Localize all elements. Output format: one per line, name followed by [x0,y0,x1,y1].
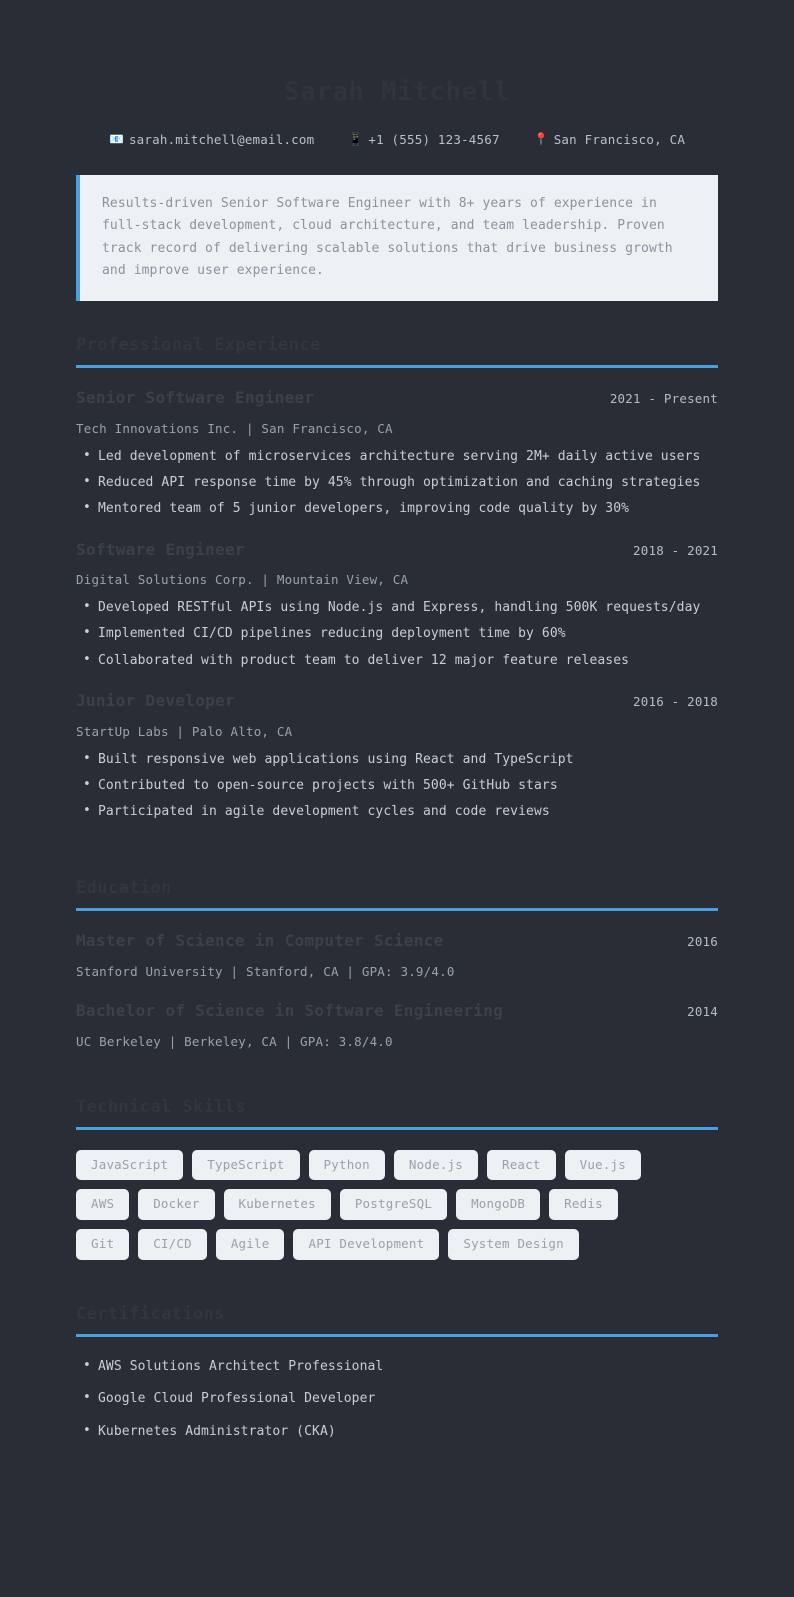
experience-entry-head [76,540,718,561]
job-bullet: • Implemented CI/CD pipelines reducing deployment time by 60% [76,624,718,644]
skill-tag: Python [309,1150,385,1181]
skill-tag: React [487,1150,556,1181]
location-pin-icon: 📍 [533,132,549,147]
contact-phone-text: +1 (555) 123-4567 [368,131,500,147]
skill-tag: System Design [448,1229,578,1260]
section-title-education: Education [76,877,172,898]
section-title-experience: Professional Experience [76,335,321,356]
resume-header [0,0,794,147]
skill-tag: Node.js [394,1150,478,1181]
section-experience [0,301,794,822]
degree-school: Stanford University | Stanford, CA | GPA: 3.9/4.0 [76,963,455,979]
contact-location-text: San Francisco, CA [553,131,686,147]
skill-tag: MongoDB [456,1189,540,1220]
experience-entry [76,540,718,671]
certification-item: • AWS Solutions Architect Professional [76,1357,718,1377]
education-entry [76,931,718,979]
skill-tag: Docker [138,1189,214,1220]
section-divider-experience [76,365,718,368]
section-education [0,822,794,1049]
skill-row [76,1189,718,1220]
job-bullet: • Participated in agile development cycles and code reviews [76,802,718,822]
summary-text: Results-driven Senior Software Engineer with 8+ years of experience in full-stack development, cloud architecture, and team leadership. Proven track record of delivering scalable solutions that drive business growth and improve user experience. [76,175,718,301]
section-divider-education [76,908,718,911]
degree-date: 2016 [687,933,718,949]
degree-title: Bachelor of Science in Software Engineering [76,1000,504,1020]
degree-school: UC Berkeley | Berkeley, CA | GPA: 3.8/4.0 [76,1033,393,1049]
job-bullet: • Reduced API response time by 45% through optimization and caching strategies [76,473,718,493]
section-certifications [0,1260,794,1442]
section-skills [0,1049,794,1260]
job-bullet: • Built responsive web applications using React and TypeScript [76,750,718,770]
candidate-name: Sarah Mitchell [283,77,511,107]
job-bullet: • Collaborated with product team to deliver 12 major feature releases [76,651,718,671]
experience-entry-head [76,388,718,409]
skill-tag: Kubernetes [224,1189,331,1220]
skill-row [76,1229,718,1260]
section-divider-certifications [76,1334,718,1337]
contact-row [76,132,718,147]
contact-location [534,132,685,147]
job-bullet: • Led development of microservices architecture serving 2M+ daily active users [76,447,718,467]
degree-date: 2014 [687,1003,718,1019]
degree-title: Master of Science in Computer Science [76,930,444,950]
job-date: 2021 - Present [609,391,718,407]
job-bullet: • Contributed to open-source projects with 500+ GitHub stars [76,776,718,796]
email-icon: 📧 [108,132,125,147]
contact-email[interactable] [109,132,314,147]
certification-item: • Google Cloud Professional Developer [76,1389,718,1409]
section-title-skills: Technical Skills [76,1096,247,1117]
job-date: 2016 - 2018 [633,693,718,709]
skill-tag: Redis [549,1189,618,1220]
skill-tag: Vue.js [565,1150,641,1181]
job-bullet: • Mentored team of 5 junior developers, improving code quality by 30% [76,499,718,519]
job-company: Tech Innovations Inc. | San Francisco, CA [76,421,393,437]
job-company: Digital Solutions Corp. | Mountain View, CA [76,572,409,588]
job-title: Senior Software Engineer [76,388,315,408]
experience-entry [76,691,718,822]
job-date: 2018 - 2021 [633,542,718,558]
skill-tag: API Development [293,1229,439,1260]
job-title: Junior Developer [76,690,235,710]
skill-tag: PostgreSQL [340,1189,447,1220]
skill-tag: TypeScript [192,1150,299,1181]
section-divider-skills [76,1127,718,1130]
education-entry-head [76,931,718,952]
job-bullets [76,447,718,519]
experience-entry [76,388,718,519]
job-bullets [76,750,718,822]
experience-entry-head [76,691,718,712]
skill-row [76,1150,718,1181]
education-entry-head [76,1001,718,1022]
contact-phone[interactable] [348,132,499,147]
skill-tag: JavaScript [76,1150,183,1181]
summary-section [0,147,794,301]
job-bullets [76,598,718,670]
skill-tag: CI/CD [138,1229,207,1260]
contact-email-text: sarah.mitchell@email.com [128,131,315,147]
skill-tag-grid [76,1150,718,1260]
job-company: StartUp Labs | Palo Alto, CA [76,723,293,739]
certification-item: • Kubernetes Administrator (CKA) [76,1422,718,1442]
page-bottom-spacer [0,1454,794,1544]
certification-list [76,1357,718,1442]
skill-tag: Git [76,1229,129,1260]
phone-icon: 📱 [348,132,364,147]
education-entry [76,1001,718,1049]
job-title: Software Engineer [76,539,245,559]
section-title-certifications: Certifications [76,1303,225,1324]
skill-tag: AWS [76,1189,129,1220]
skill-tag: Agile [216,1229,285,1260]
job-bullet: • Developed RESTful APIs using Node.js and Express, handling 500K requests/day [76,598,718,618]
